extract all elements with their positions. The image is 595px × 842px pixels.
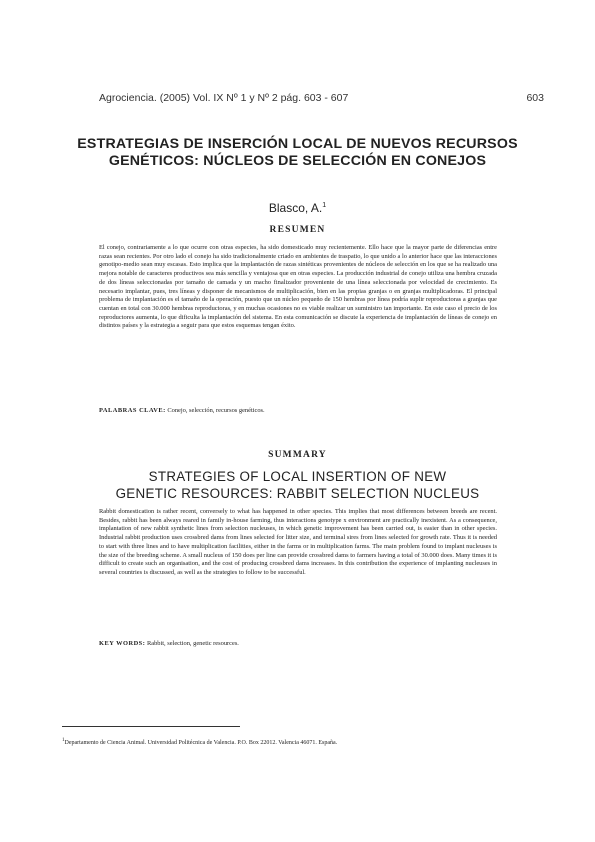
title-es-line-2: GENÉTICOS: NÚCLEOS DE SELECCIÓN EN CONEJOS — [108, 153, 487, 169]
keywords-es-values: Conejo, selección, recursos genéticos. — [167, 407, 265, 414]
keywords-en — [99, 640, 497, 649]
keywords-en-values: Rabbit, selection, genetic resources. — [146, 640, 239, 647]
running-header: Agrociencia. (2005) Vol. IX Nº 1 y Nº 2 pág. 603 - 607 — [99, 92, 349, 104]
footnote-divider — [62, 726, 240, 727]
keywords-es-label: PALABRAS CLAVE: — [99, 407, 166, 414]
footnote-text: Departamento de Ciencia Animal. Universidad Politécnica de Valencia. P.O. Box 22012. Valencia 46071. España. — [64, 740, 338, 746]
title-en-line-1: STRATEGIES OF LOCAL INSERTION OF NEW — [148, 469, 447, 484]
title-es-line-1: ESTRATEGIAS DE INSERCIÓN LOCAL DE NUEVOS RECURSOS — [77, 136, 518, 152]
article-title-en — [60, 469, 535, 502]
keywords-en-label: KEY WORDS: — [99, 640, 146, 647]
summary-text: Rabbit domestication is rather recent, conversely to what has happened in other species. This implies that most differences between breeds are recent. Besides, rabbit has been always reared in family in-house farming, thus interactions genotype x environment are practically inexistent. As a consequence, implantation of new rabbit synthetic lines from selection nucleuses, in which genetic improvement has been carried out, is easier than in other species. Industrial rabbit production uses crossbred dams from lines selected for litter size, and terminal sires from lines selected for growth rate. Thus it is needed to start with three lines and to have multiplication facilities, either in the farms or in multiplication farms. The main problem found to implant nucleuses is the size of the breeding scheme. A small nucleus of 150 does per line can provide crossbred dams to farmers having a total of 30.000 does. Many times it is difficult to create such an organisation, and the cost of producing crossbred dams increases. In this contribution the experience of implanting nucleuses in several countries is discussed, as well as the strategies to follow to be successful. — [99, 508, 497, 576]
author-name: Blasco, A. — [268, 201, 323, 215]
resumen-text: El conejo, contrariamente a lo que ocurre con otras especies, ha sido domesticado muy recientemente. Ello hace que la mayor parte de diferencias entre razas sean recientes. Por otro lado el conejo ha sido tradicionalmente criado en ambientes de traspatio, lo que unido a lo anterior hace que las interacciones genotipo-medio sean muy escasas. Esto implica que la implantación de razas sintéticas provenientes de núcleos de selección en los que se ha realizado una mejora notable de caracteres productivos sea más sencilla y ventajosa que en otras especies. La producción industrial de conejo utiliza una hembra cruzada de dos líneas seleccionadas por tamaño de camada y un macho finalizador proveniente de una línea seleccionada por velocidad de crecimiento. Es necesario implantar, pues, tres líneas y disponer de mecanismos de multiplicación, bien en las propias granjas o en granjas multiplicadoras. El principal problema de implantación es el tamaño de la operación, puesto que un núcleo pequeño de 150 hembras por línea podría suplir reproductoras a granjas que cuentan en total con 30.000 hembras reproductoras, y en muchas ocasiones no es viable realizar un suministro tan importante. En este caso el precio de los reproductores aumenta, lo que dificulta la implantación del sistema. En esta comunicación se discute la experiencia de implantación de líneas de conejo en distintos países y la estrategia a seguir para que estos esquemas tengan éxito. — [99, 244, 497, 330]
keywords-es — [99, 407, 497, 416]
page-number: 603 — [526, 92, 544, 104]
article-title-es — [60, 136, 535, 170]
footnote — [62, 738, 542, 746]
author-footnote-mark: 1 — [322, 202, 327, 209]
author — [60, 201, 535, 215]
footnote-mark: 1 — [62, 738, 65, 743]
summary-heading: SUMMARY — [268, 450, 327, 460]
resumen-heading: RESUMEN — [269, 225, 326, 235]
title-en-line-2: GENETIC RESOURCES: RABBIT SELECTION NUCLEUS — [115, 485, 480, 501]
